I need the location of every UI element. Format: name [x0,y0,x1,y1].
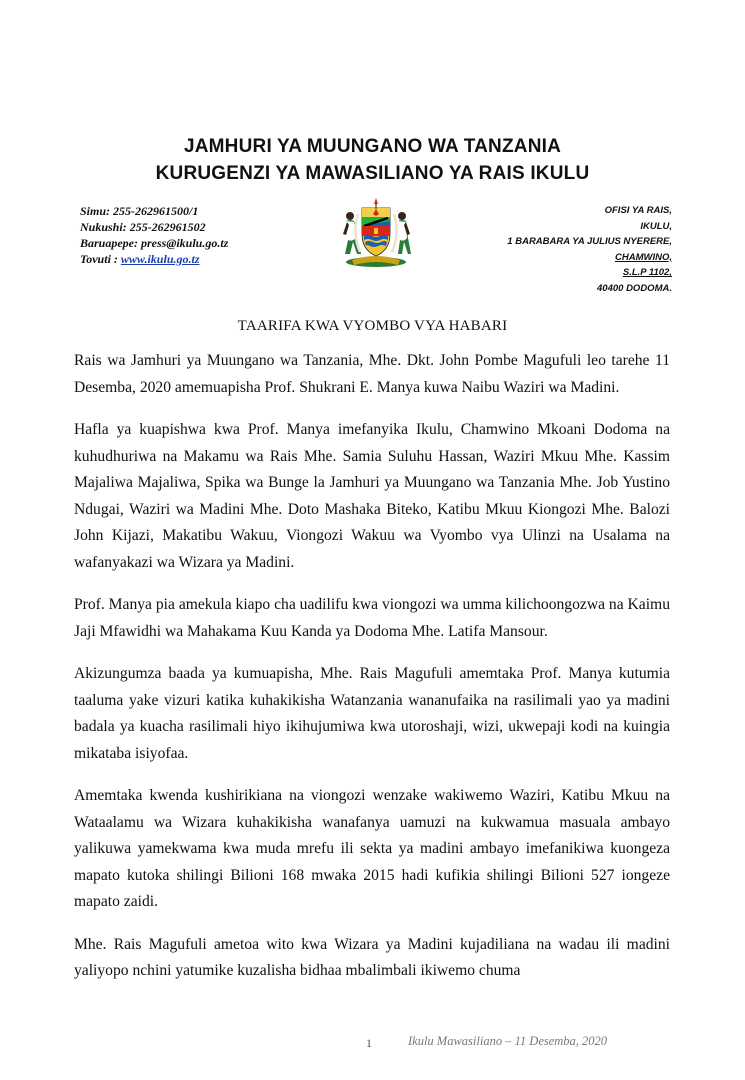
tanzania-coat-of-arms-icon [338,194,414,270]
phone-number: Simu: 255-262961500/1 [80,204,199,218]
address-line: IKULU, [640,220,672,232]
address-block [507,203,672,296]
contact-block [80,203,228,267]
address-line: 1 BARABARA YA JULIUS NYERERE, [507,236,672,247]
website-label: Tovuti : [80,252,121,266]
website-row [80,251,228,267]
header-title-line1: JAMHURI YA MUUNGANO WA TANZANIA [183,136,562,157]
fax-number: Nukushi: 255-262961502 [80,220,206,234]
paragraph: Prof. Manya pia amekula kiapo cha uadilifu kwa viongozi wa umma kilichoongozwa na Kaimu Jaji Mfawidhi wa Mahakama Kuu Kanda ya Dodoma Mhe. Latifa Mansour. [74,596,670,640]
paragraph: Hafla ya kuapishwa kwa Prof. Manya imefanyika Ikulu, Chamwino Mkoani Dodoma na kuhudhuriwa na Makamu wa Rais Mhe. Samia Suluhu Hassan, Waziri Mkuu Mhe. Kassim Majaliwa Majaliwa, Spika wa Bunge la Jamhuri ya Muungano wa Tanzania Mhe. Job Yustino Ndugai, Waziri wa Madini Mhe. Doto Mashaka Biteko, Katibu Mkuu Kiongozi Mhe. Balozi John Kijazi, Makatibu Wakuu, Viongozi Wakuu wa Vyombo vya Ulinzi na Usalama na wafanyakazi wa Wizara ya Madini. [74,421,670,571]
document-body [74,348,670,1001]
paragraph: Amemtaka kwenda kushirikiana na viongozi wenzake wakiwemo Waziri, Katibu Mkuu na Wataalamu wa Wizara kuhakikisha wanafanya uamuzi na kukwamua masuala ambayo yalikuwa yamekwama kwa muda mrefu ili sekta ya madini ambayo imefanikiwa kuongeza mapato kutoka shilingi Bilioni 168 mwaka 2015 hadi kufikia shilingi Bilioni 527 iongeze mapato zaidi. [74,787,670,910]
page-number: 1 [366,1036,372,1050]
document-heading: TAARIFA KWA VYOMBO VYA HABARI [237,318,508,334]
paragraph: Mhe. Rais Magufuli ametoa wito kwa Wizara ya Madini kujadiliana na wadau ili madini yaliyopo nchini yatumike kuzalisha bidhaa mbalimbali ikiwemo chuma [74,935,670,979]
address-line: OFISI YA RAIS, [604,205,672,216]
header-title-line2: KURUGENZI YA MAWASILIANO YA RAIS IKULU [155,163,590,184]
address-line: S.L.P 1102, [622,267,672,278]
email-address: Baruapepe: press@ikulu.go.tz [80,236,229,250]
address-line: 40400 DODOMA. [597,282,672,294]
address-line: CHAMWINO, [615,251,672,263]
paragraph: Akizungumza baada ya kumuapisha, Mhe. Rais Magufuli amemtaka Prof. Manya kutumia taaluma yake vizuri katika kuhakikisha Watanzania wananufaika na rasilimali yao ya madini badala ya kuacha rasilimali hiyo ikihujumiwa kwa utoroshaji, wizi, ukwepaji kodi na kuingia mikataba isiyofaa. [74,665,670,762]
footer-text: Ikulu Mawasiliano – 11 Desemba, 2020 [408,1034,608,1048]
paragraph: Rais wa Jamhuri ya Muungano wa Tanzania, Mhe. Dkt. John Pombe Magufuli leo tarehe 11 Desemba, 2020 amemuapisha Prof. Shukrani E. Manya kuwa Naibu Waziri wa Madini. [74,352,670,396]
website-link[interactable]: www.ikulu.go.tz [120,252,200,266]
